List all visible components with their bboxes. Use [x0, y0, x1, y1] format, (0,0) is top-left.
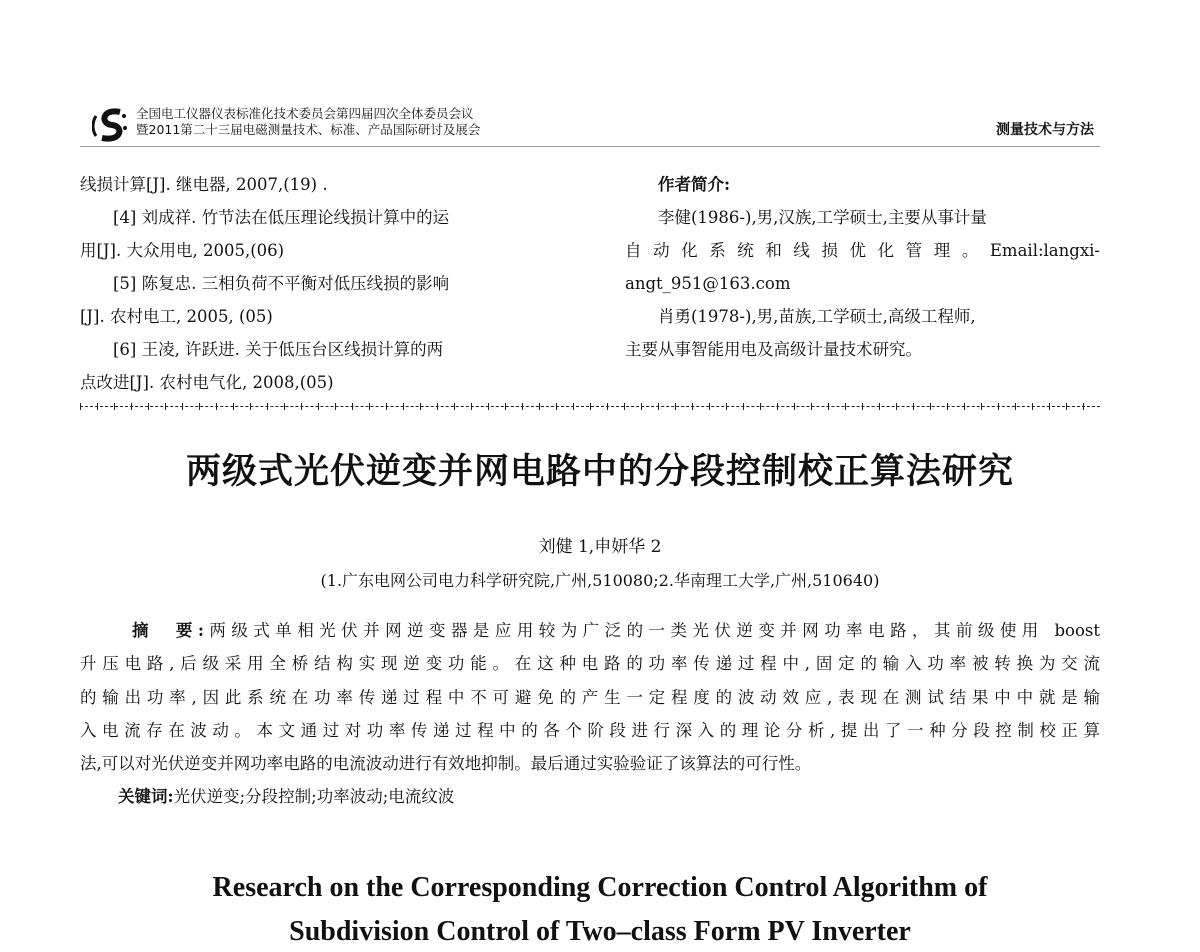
conference-line-1: 全国电工仪器仪表标准化技术委员会第四届四次全体委员会议	[136, 106, 474, 121]
reference-line: 用[J]. 大众用电, 2005,(06)	[80, 241, 285, 260]
section-name: 测量技术与方法	[996, 122, 1094, 138]
author-bio-heading: 作者简介:	[658, 175, 731, 194]
author-bio-line: angt_951@163.com	[625, 274, 791, 293]
abstract-line: 的输出功率,因此系统在功率传递过程中不可避免的产生一定程度的波动效应,表现在测试结果中中就是输	[80, 687, 1100, 707]
conference-logo-icon	[92, 108, 128, 142]
reference-line: 线损计算[J]. 继电器, 2007,(19) .	[80, 175, 328, 194]
keywords-label: 关键词:	[118, 787, 174, 807]
article-title: 两级式光伏逆变并网电路中的分段控制校正算法研究	[185, 452, 1014, 492]
conference-name	[136, 106, 480, 138]
author-bio-line: 李健(1986-),男,汉族,工学硕士,主要从事计量	[658, 208, 987, 227]
section-divider	[80, 406, 1100, 413]
abstract-line: 法,可以对光伏逆变并网功率电路的电流波动进行有效地抑制。最后通过实验验证了该算法的可行性。	[80, 754, 812, 774]
reference-line: [6] 王凌, 许跃进. 关于低压台区线损计算的两	[113, 340, 444, 359]
author-bio-line: 自动化系统和线损优化管理。Email:langxi-	[625, 241, 1100, 260]
abstract-line: 升压电路,后级采用全桥结构实现逆变功能。在这种电路的功率传递过程中,固定的输入功率被转换为交流	[80, 654, 1100, 674]
keywords	[80, 780, 1100, 813]
keywords-text: 光伏逆变;分段控制;功率波动;电流纹波	[173, 787, 455, 807]
header-rule	[80, 146, 1100, 147]
reference-line: [5] 陈复忠. 三相负荷不平衡对低压线损的影响	[113, 274, 450, 293]
conference-line-2: 暨2011第二十三届电磁测量技术、标准、产品国际研讨及展会	[136, 122, 481, 137]
author-bio-column	[625, 168, 1100, 366]
reference-line: [J]. 农村电工, 2005, (05)	[80, 307, 273, 326]
reference-line: 点改进[J]. 农村电气化, 2008,(05)	[80, 373, 334, 392]
abstract-line: 入电流存在波动。本文通过对功率传递过程中的各个阶段进行深入的理论分析,提出了一种分段控制校正算	[80, 720, 1100, 740]
english-title-line-1: Research on the Corresponding Correction Control Algorithm of	[212, 872, 988, 903]
author-affiliation: (1.广东电网公司电力科学研究院,广州,510080;2.华南理工大学,广州,510640)	[320, 571, 880, 590]
author-bio-line: 肖勇(1978-),男,苗族,工学硕士,高级工程师,	[658, 307, 976, 326]
abstract-line: 两级式单相光伏并网逆变器是应用较为广泛的一类光伏逆变并网功率电路，其前级使用 boost	[203, 621, 1100, 640]
abstract	[80, 614, 1100, 814]
abstract-label: 摘 要:	[132, 621, 204, 640]
reference-line: [4] 刘成祥. 竹节法在低压理论线损计算中的运	[113, 208, 450, 227]
english-title-line-2: Subdivision Control of Two–class Form PV Inverter	[289, 916, 911, 947]
references-column	[80, 168, 575, 399]
author-bio-line: 主要从事智能用电及高级计量技术研究。	[625, 340, 922, 359]
article-authors: 刘健 1,申妍华 2	[538, 537, 662, 557]
